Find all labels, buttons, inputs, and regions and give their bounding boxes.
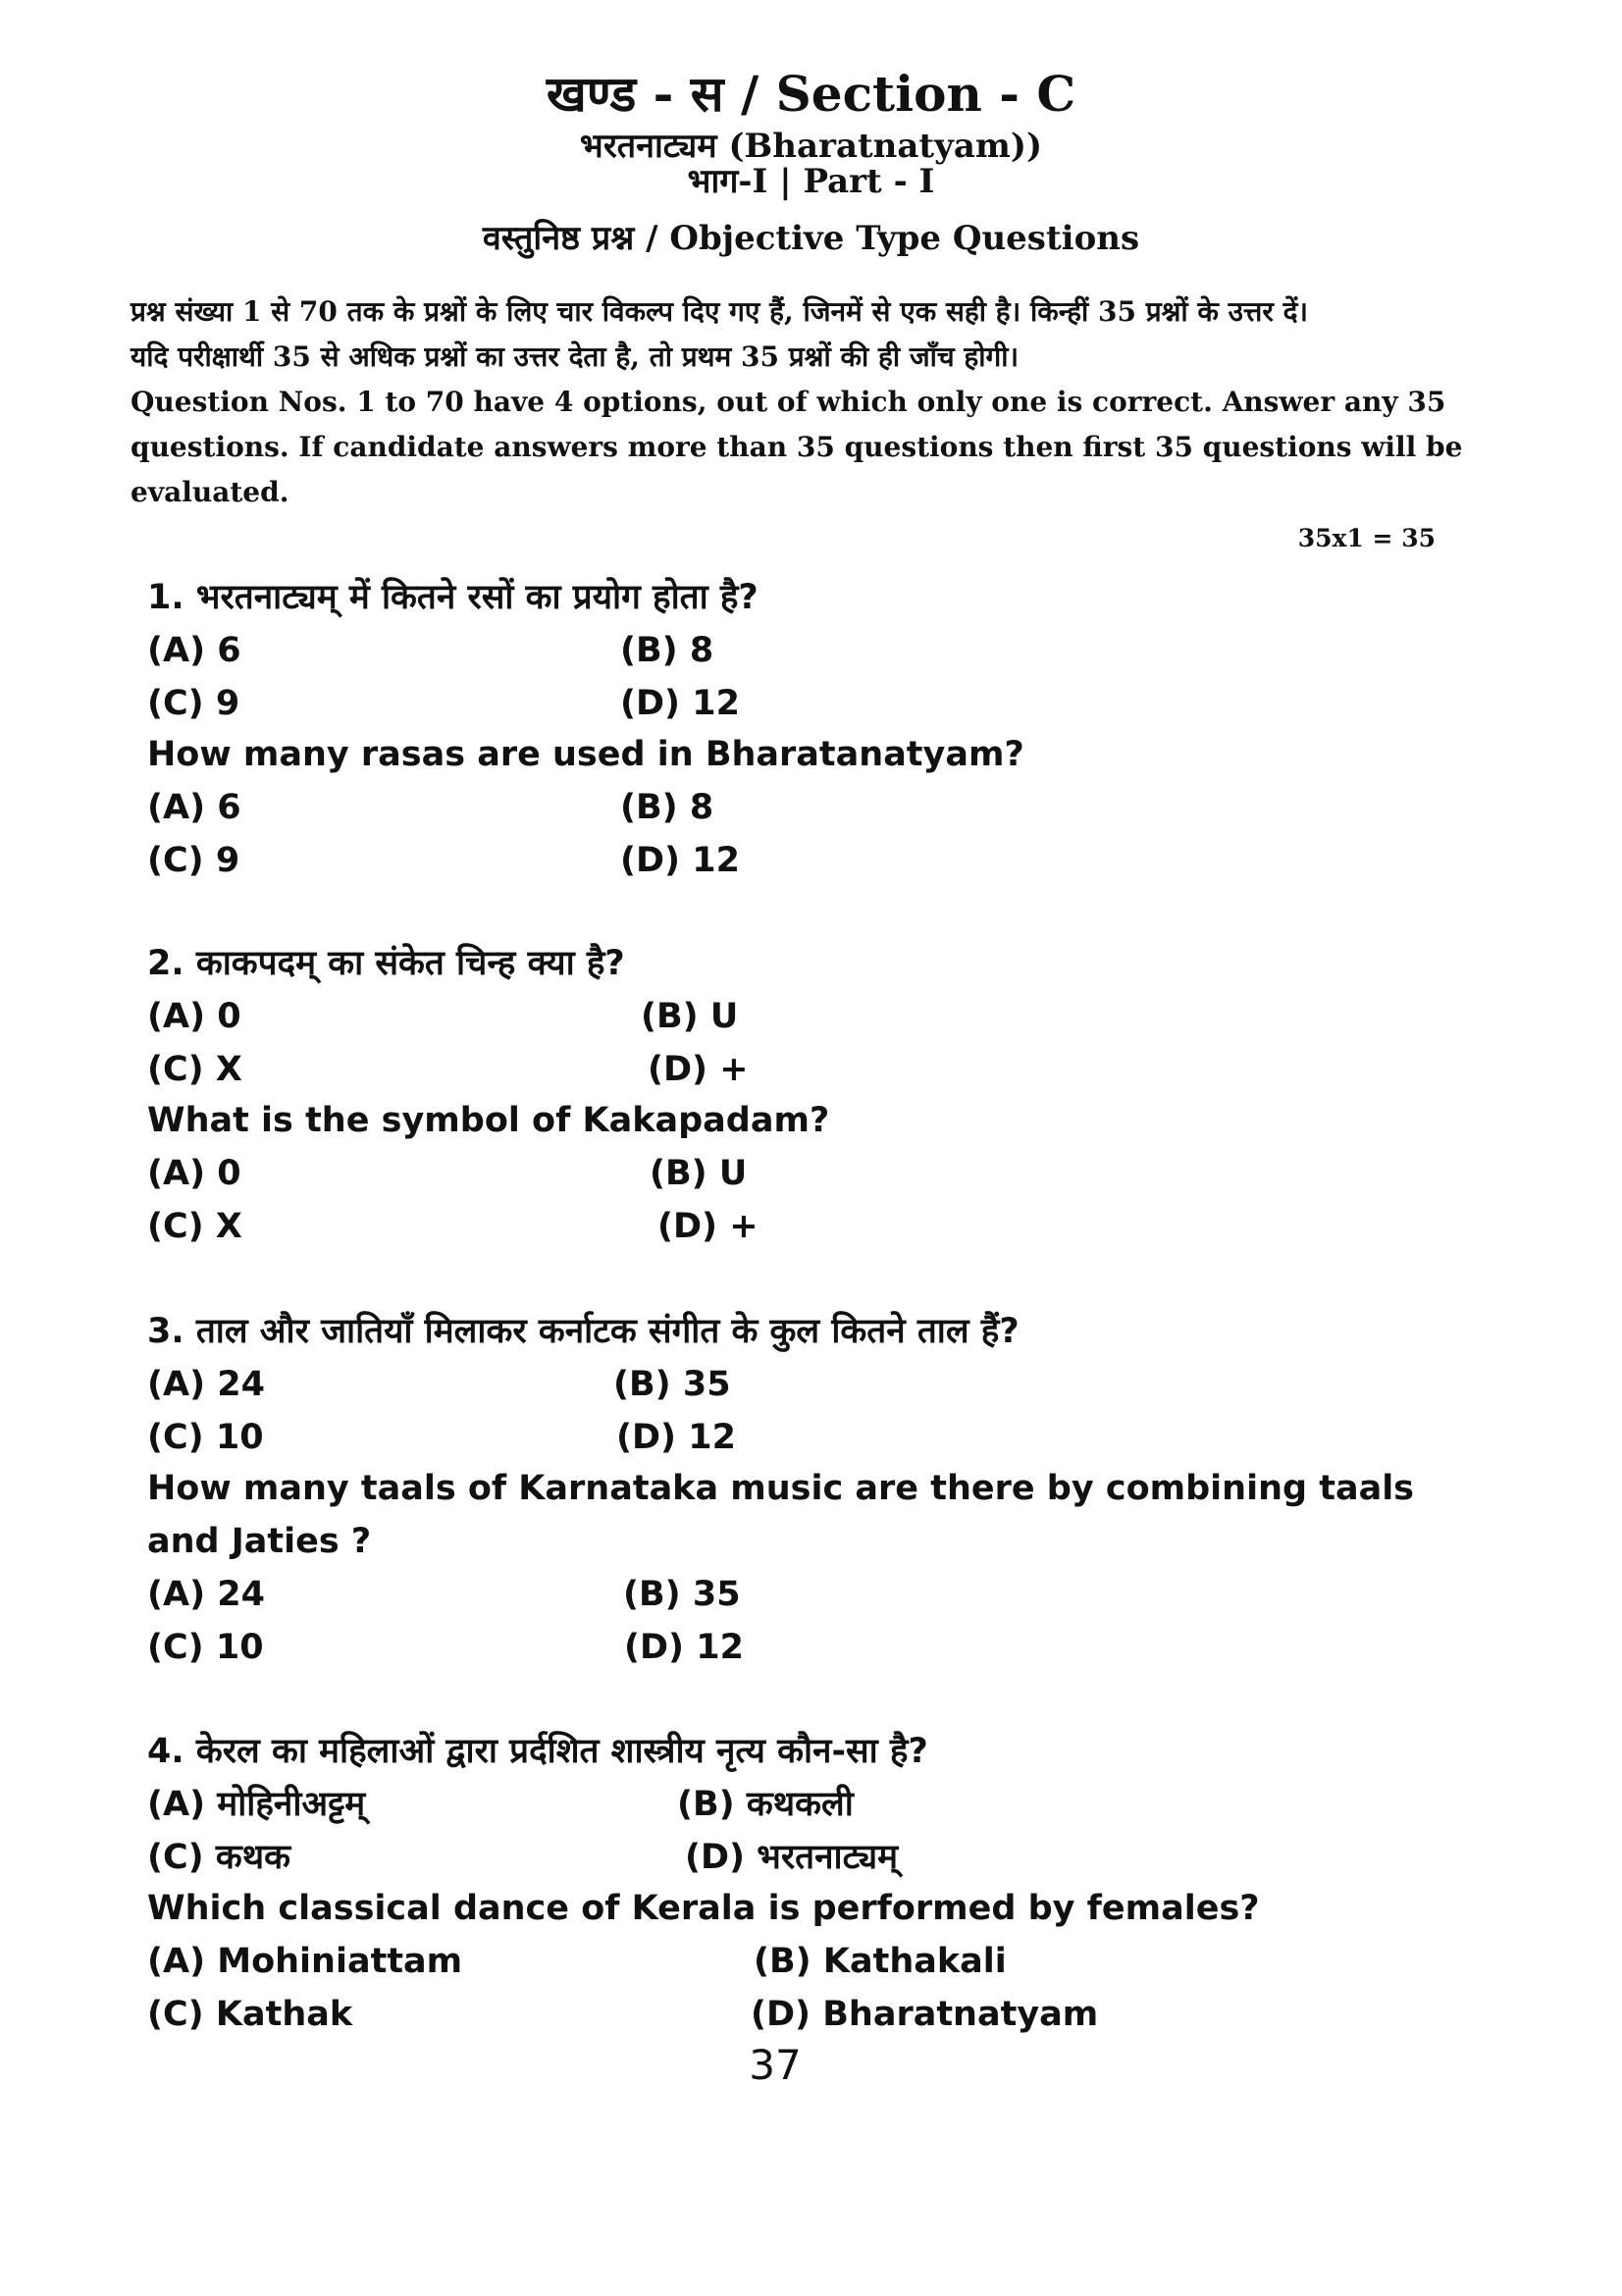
option-b: (B) U (641, 997, 739, 1036)
option-c: (C) 9 (147, 684, 240, 723)
question-text-hindi: 1. भरतनाट्यम् में कितने रसों का प्रयोग होता है? (147, 578, 759, 617)
page-number: 37 (749, 2041, 802, 2089)
part-title: भाग-I | Part - I (687, 162, 935, 201)
option-b: (B) कथकली (677, 1785, 854, 1824)
option-c: (C) 9 (147, 841, 240, 880)
option-b: (B) 35 (613, 1365, 731, 1404)
option-a: (A) 24 (147, 1575, 265, 1614)
option-c: (C) X (147, 1207, 242, 1246)
option-d: (D) भरतनाट्यम् (685, 1838, 899, 1877)
option-b: (B) U (650, 1154, 748, 1193)
instruction-hindi-line1: प्रश्न संख्या 1 से 70 तक के प्रश्नों के लिए चार विकल्प दिए गए हैं, जिनमें से एक सही है। किन्हीं 35 प्रश्नों के उत्तर दें। (131, 295, 1309, 328)
option-d: (D) 12 (620, 684, 740, 723)
option-d: (D) 12 (624, 1628, 744, 1667)
question-text-hindi: 2. काकपदम् का संकेत चिन्ह क्या है? (147, 944, 625, 983)
option-a: (A) मोहिनीअट्टम् (147, 1785, 366, 1824)
question-type-title: वस्तुनिष्ठ प्रश्न / Objective Type Questions (482, 219, 1140, 258)
question-text-english: How many taals of Karnataka music are there by combining taals (147, 1469, 1415, 1508)
option-c: (C) X (147, 1050, 242, 1089)
option-d: (D) Bharatnatyam (751, 1995, 1099, 2034)
option-b: (B) 35 (623, 1575, 741, 1614)
question-text-hindi: 3. ताल और जातियाँ मिलाकर कर्नाटक संगीत के कुल कितने ताल हैं? (147, 1312, 1020, 1351)
option-b: (B) 8 (620, 631, 714, 670)
question-text-english: How many rasas are used in Bharatanatyam? (147, 735, 1024, 774)
question-text-english: What is the symbol of Kakapadam? (147, 1101, 830, 1140)
marks-allocation: 35x1 = 35 (1297, 524, 1436, 552)
option-a: (A) 0 (147, 1154, 241, 1193)
instruction-english-line1: Question Nos. 1 to 70 have 4 options, out of which only one is correct. Answer any 35 (131, 386, 1446, 418)
option-d: (D) 12 (620, 841, 740, 880)
instruction-hindi-line2: यदि परीक्षार्थी 35 से अधिक प्रश्नों का उत्तर देता है, तो प्रथम 35 प्रश्नों की ही जाँच होगी। (131, 340, 1020, 373)
option-d: (D) + (657, 1207, 759, 1246)
option-b: (B) 8 (620, 788, 714, 827)
option-a: (A) 6 (147, 631, 241, 670)
option-c: (C) 10 (147, 1418, 264, 1457)
instruction-english-line3: evaluated. (131, 476, 289, 508)
option-d: (D) 12 (616, 1418, 736, 1457)
option-c: (C) कथक (147, 1838, 290, 1877)
option-a: (A) 6 (147, 788, 241, 827)
option-c: (C) Kathak (147, 1995, 353, 2034)
option-a: (A) Mohiniattam (147, 1942, 463, 1981)
option-a: (A) 0 (147, 997, 241, 1036)
subject-title: भरतनाट्यम (Bharatnatyam)) (579, 127, 1043, 166)
option-a: (A) 24 (147, 1365, 265, 1404)
question-text-hindi: 4. केरल का महिलाओं द्वारा प्रर्दशित शास्त्रीय नृत्य कौन-सा है? (147, 1732, 928, 1771)
option-d: (D) + (648, 1050, 749, 1089)
question-text-english: Which classical dance of Kerala is performed by females? (147, 1889, 1260, 1928)
section-title: खण्ड - स / Section - C (546, 65, 1076, 123)
question-text-english-cont: and Jaties ? (147, 1522, 372, 1561)
instruction-english-line2: questions. If candidate answers more than 35 questions then first 35 questions will be (131, 431, 1463, 463)
option-b: (B) Kathakali (754, 1942, 1007, 1981)
option-c: (C) 10 (147, 1628, 264, 1667)
